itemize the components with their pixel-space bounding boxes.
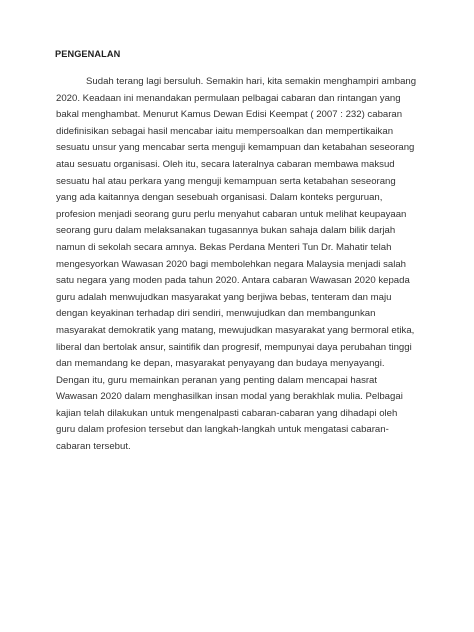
paragraph-line: mengesyorkan Wawasan 2020 bagi membolehkan negara Malaysia menjadi salah: [56, 258, 407, 270]
paragraph-line: Sudah terang lagi bersuluh. Semakin hari, kita semakin menghampiri ambang: [86, 76, 417, 87]
paragraph-line: 2020. Keadaan ini menandakan permulaan pelbagai cabaran dan rintangan yang: [56, 92, 401, 104]
paragraph-line: cabaran tersebut.: [56, 441, 131, 453]
paragraph-line: dengan keyakinan terhadap diri sendiri, menwujudkan dan membangunkan: [56, 308, 376, 320]
paragraph-line: guru dalam profesion tersebut dan langkah-langkah untuk mengatasi cabaran-: [56, 424, 389, 436]
section-heading: PENGENALAN: [55, 49, 121, 59]
body-paragraph: [56, 74, 426, 456]
paragraph-line: dan memandang ke depan, masyarakat penyayang dan budaya menyayangi.: [56, 358, 385, 370]
paragraph-line: guru adalah menwujudkan masyarakat yang berjiwa bebas, tenteram dan maju: [56, 291, 392, 303]
paragraph-line: sesuatu hal atau perkara yang menguji kemampuan serta ketabahan seseorang: [56, 175, 396, 187]
paragraph-line: profesion menjadi seorang guru perlu menyahut cabaran untuk melihat keupayaan: [56, 208, 407, 220]
paragraph-line: yang ada kaitannya dengan sesebuah organisasi. Dalam konteks perguruan,: [56, 192, 383, 204]
paragraph-line: namun di sekolah secara amnya. Bekas Perdana Menteri Tun Dr. Mahatir telah: [56, 241, 392, 253]
paragraph-line: satu negara yang moden pada tahun 2020. Antara cabaran Wawasan 2020 kepada: [56, 275, 410, 287]
paragraph-line: kajian telah dilakukan untuk mengenalpasti cabaran-cabaran yang dihadapi oleh: [56, 407, 398, 419]
paragraph-line: sesuatu unsur yang mencabar serta menguji kemampuan dan ketabahan seseorang: [56, 142, 415, 154]
paragraph-line: masyarakat demokratik yang matang, mewujudkan masyarakat yang bermoral etika,: [56, 324, 415, 336]
paragraph-line: Dengan itu, guru memainkan peranan yang penting dalam mencapai hasrat: [56, 374, 378, 386]
paragraph-line: bakal menghambat. Menurut Kamus Dewan Edisi Keempat ( 2007 : 232) cabaran: [56, 109, 403, 121]
paragraph-line: Wawasan 2020 dalam menghasilkan insan modal yang berakhlak mulia. Pelbagai: [56, 391, 403, 403]
paragraph-line: liberal dan bertolak ansur, saintifik dan progresif, mempunyai daya perubahan tinggi: [56, 341, 412, 353]
paragraph-line: seorang guru dalam melaksanakan tugasannya bukan sahaja dalam bilik darjah: [56, 225, 396, 237]
paragraph-line: didefinisikan sebagai hasil mencabar iaitu mempersoalkan dan mempertikaikan: [56, 125, 394, 137]
paragraph-line: atau sesuatu organisasi. Oleh itu, secara lateralnya cabaran membawa maksud: [56, 158, 395, 170]
